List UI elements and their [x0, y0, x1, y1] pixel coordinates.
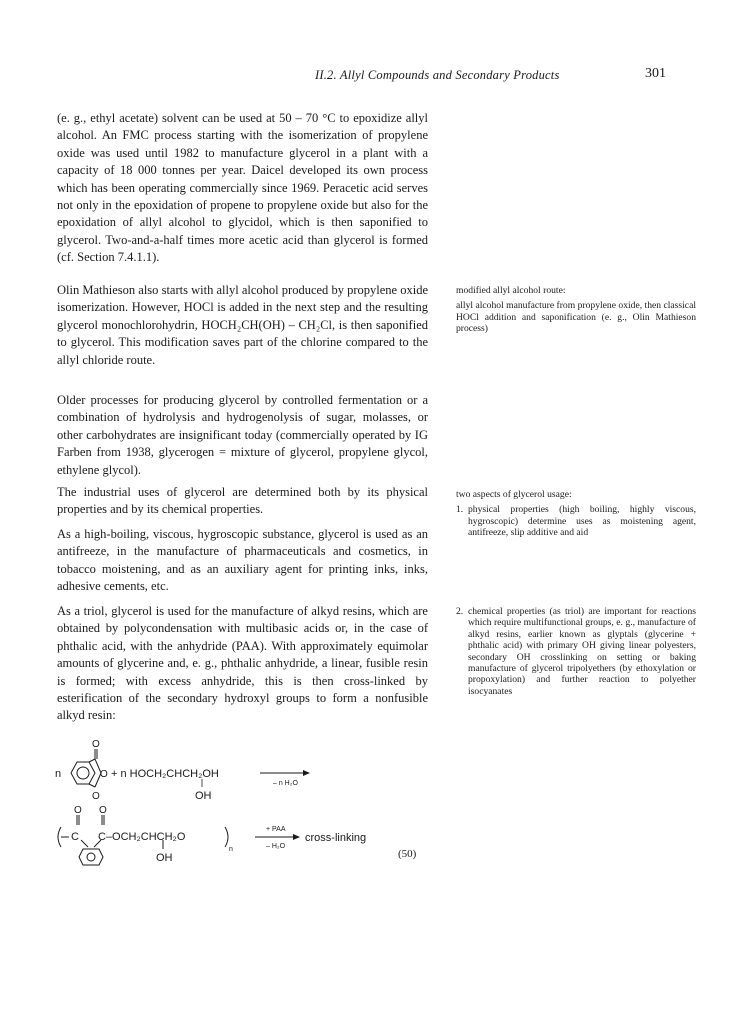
paragraph-physical-uses [57, 526, 428, 596]
paragraph-text: (e. g., ethyl acetate) solvent can be used at 50 – 70 °C to epoxidize allyl alcohol. An FMC process starting with the isomerization of propylene oxide was used until 1982 to manufacture glycerol in a plant with a capacity of 18 000 tonnes per year. Daicel developed its own process which has been operating commercially since 1969. Peracetic acid serves not only in the epoxidation of propene to propylene oxide but also for the epoxidation of allyl alcohol to glycidol, which is then saponified to glycerol. Two-and-a-half times more acetic acid than glycerol is formed (cf. Section 7.4.1.1). [57, 111, 428, 265]
item-number: 2. [456, 606, 464, 617]
product-label: cross-linking [305, 832, 367, 844]
margin-note-modified-route [456, 285, 696, 335]
phthalic-anhydride-structure [71, 749, 101, 787]
reaction-arrow-1 [260, 770, 310, 776]
paragraph-uses-intro [57, 484, 428, 519]
carbonyl-o-top: O [92, 739, 100, 750]
paragraph-fermentation [57, 392, 428, 479]
equation-number: (50) [398, 848, 417, 860]
margin-note-body: allyl alcohol manufacture from propylene oxide, then classical HOCl addition and saponification (e. g., Olin Mathieson process) [456, 300, 696, 335]
carbonyl-o-2: O [99, 805, 107, 816]
item-text: chemical properties (as triol) are important for reactions which require multifunctional groups, e. g., manufacture of alkyd resins, earlier known as glyptals (glycerine + phthalic acid) with primary OH giving linear polyesters, secondary OH crosslinking on setting or baking manufacture of glycerol tripolyethers (by ethoxylation or propoxylation) and further reaction to polyether isocyanates [468, 606, 696, 697]
item-text: physical properties (high boiling, highly viscous, hygroscopic) determine uses as moistening agent, antifreeze, slip additive and aid [468, 504, 696, 539]
paragraph-epoxidation [57, 110, 428, 267]
margin-note-usage-aspects [456, 489, 696, 539]
page-number: 301 [645, 66, 666, 81]
running-title: II.2. Allyl Compounds and Secondary Products [315, 68, 560, 82]
carbonyl-c: C [71, 831, 79, 843]
coefficient-n: n [55, 768, 62, 780]
paragraph-text: As a high-boiling, viscous, hygroscopic substance, glycerol is used as an antifreeze, in the manufacture of pharmaceuticals and cosmetics, in tobacco moistening, and as an auxiliary agent for printing inks, inks, adhesive cements, etc. [57, 527, 428, 594]
arrow2-reagent: + PAA [266, 826, 286, 833]
margin-note-heading: modified allyl alcohol route: [456, 285, 566, 296]
carbonyl-o-1: O [74, 805, 82, 816]
arrow2-condition: – H₂O [266, 843, 286, 850]
paragraph-alkyd-resins [57, 603, 428, 725]
paragraph-olin-mathieson [57, 282, 428, 369]
ester-chain: C–OCH₂CHCH₂O [98, 831, 186, 843]
chain-hydroxyl: OH [156, 852, 173, 864]
arrow1-condition: – n H₂O [273, 780, 298, 787]
paragraph-text: The industrial uses of glycerol are determined both by its physical properties and by its chemical properties. [57, 485, 428, 517]
glycerol-reactant: + n HOCH₂CHCH₂OH [111, 768, 219, 780]
paragraph-text: As a triol, glycerol is used for the manufacture of alkyd resins, which are obtained by polycondensation with multibasic acids or, in the case of phthalic acid, with the anhydride (PAA). With approximately equimolar amounts of glycerine and, e. g., phthalic anhydride, a linear, fusible resin is formed; with excess anhydride, this is then cross-linked by esterification of the secondary hydroxyl groups to form a nonfusible alkyd resin: [57, 604, 428, 723]
paragraph-text: Olin Mathieson also starts with allyl alcohol produced by propylene oxide isomerization. However, HOCl is added in the next step and the resulting glycerol monochlorohydrin, HOCH₂CH(OH) – CH₂Cl, is then saponified to glycerol. This modification saves part of the chlorine compared to the allyl chloride route. [57, 283, 428, 367]
margin-note-heading: two aspects of glycerol usage: [456, 489, 572, 500]
repeat-subscript-n: n [229, 846, 233, 853]
reaction-arrow-2 [255, 834, 300, 840]
hydroxyl-label: OH [195, 790, 212, 802]
item-number: 1. [456, 504, 464, 516]
margin-note-chemical-properties [456, 606, 696, 697]
carbonyl-o-bottom: O [92, 791, 100, 802]
margin-note-item-2 [456, 606, 696, 697]
paragraph-text: Older processes for producing glycerol by controlled fermentation or a combination of hydrolysis and hydrogenolysis of sugar, molasses, or other carbohydrates are insignificant today (commercially operated by IG Farben from 1938, glycerogen = mixture of glycerol, propylene glycol, ethylene glycol). [57, 393, 428, 477]
margin-note-item-1 [456, 504, 696, 538]
reaction-scheme [55, 739, 415, 865]
ring-oxygen: O [100, 769, 108, 780]
